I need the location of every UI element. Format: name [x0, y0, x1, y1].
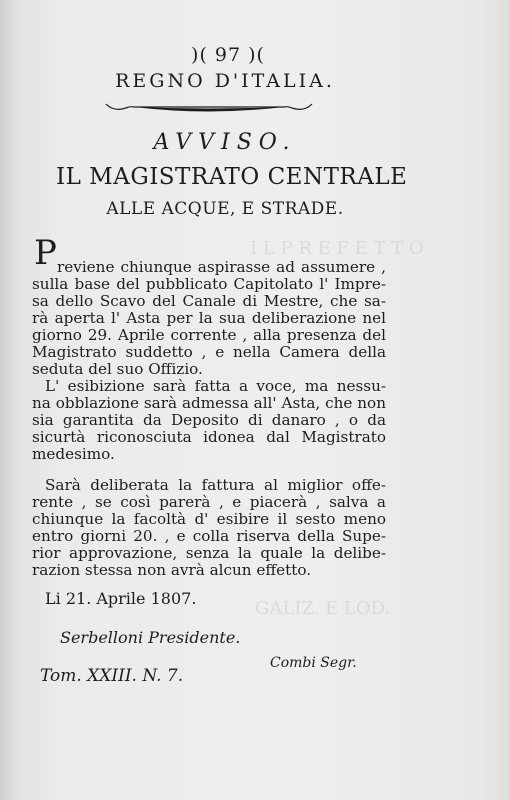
notice-title: AVVISO. [153, 130, 297, 155]
body-line: Magistrato suddetto , e nella Camera della [32, 343, 386, 361]
body-line: sicurtà riconosciuta idonea dal Magistrato [32, 428, 386, 446]
ornamental-rule [104, 94, 314, 120]
issuing-authority: IL MAGISTRATO CENTRALE [56, 164, 408, 190]
body-line: sia garantita da Deposito di danaro , o da [32, 411, 386, 429]
body-line: sa dello Scavo del Canale di Mestre, che sa- [32, 292, 386, 310]
page-number: )( 97 )( [191, 44, 265, 66]
body-line: seduta del suo Offizio. [32, 360, 203, 378]
authority-subtitle: ALLE ACQUE, E STRADE. [106, 199, 344, 219]
drop-cap: P [34, 233, 57, 273]
body-line: L' esibizione sarà fatta a voce, ma nessu- [45, 377, 386, 395]
bleed-through-text: I L P R E F E T T O [250, 238, 424, 259]
secretary-signature: Combi Segr. [270, 655, 357, 671]
document-header: REGNO D'ITALIA. [115, 70, 335, 92]
ornament-flourish-icon [104, 94, 314, 116]
body-line: giorno 29. Aprile corrente , alla presenza del [32, 326, 386, 344]
body-line: razion stessa non avrà alcun effetto. [32, 561, 312, 579]
volume-reference: Tom. XXIII. N. 7. [40, 666, 184, 686]
body-line: na obblazione sarà admessa all' Asta, che non [32, 394, 386, 412]
body-line: rente , se così parerà , e piacerà , salva a [32, 493, 386, 511]
date-line: Li 21. Aprile 1807. [45, 589, 197, 608]
body-line: sulla base del pubblicato Capitolato l' Impre- [32, 275, 386, 293]
bleed-through-text: GALIZ. E LOD. [255, 598, 391, 619]
body-line: chiunque la facoltà d' esibire il sesto meno [32, 510, 386, 528]
body-line: medesimo. [32, 445, 115, 463]
body-line: rior approvazione, senza la quale la delibe- [32, 544, 386, 562]
body-line: rà aperta l' Asta per la sua deliberazione nel [32, 309, 386, 327]
body-line: reviene chiunque aspirasse ad assumere , [57, 258, 386, 276]
body-line: entro giorni 20. , e colla riserva della Supe- [32, 527, 386, 545]
body-line: Sarà deliberata la fattura al miglior offe- [45, 476, 386, 494]
president-signature: Serbelloni Presidente. [60, 628, 241, 647]
